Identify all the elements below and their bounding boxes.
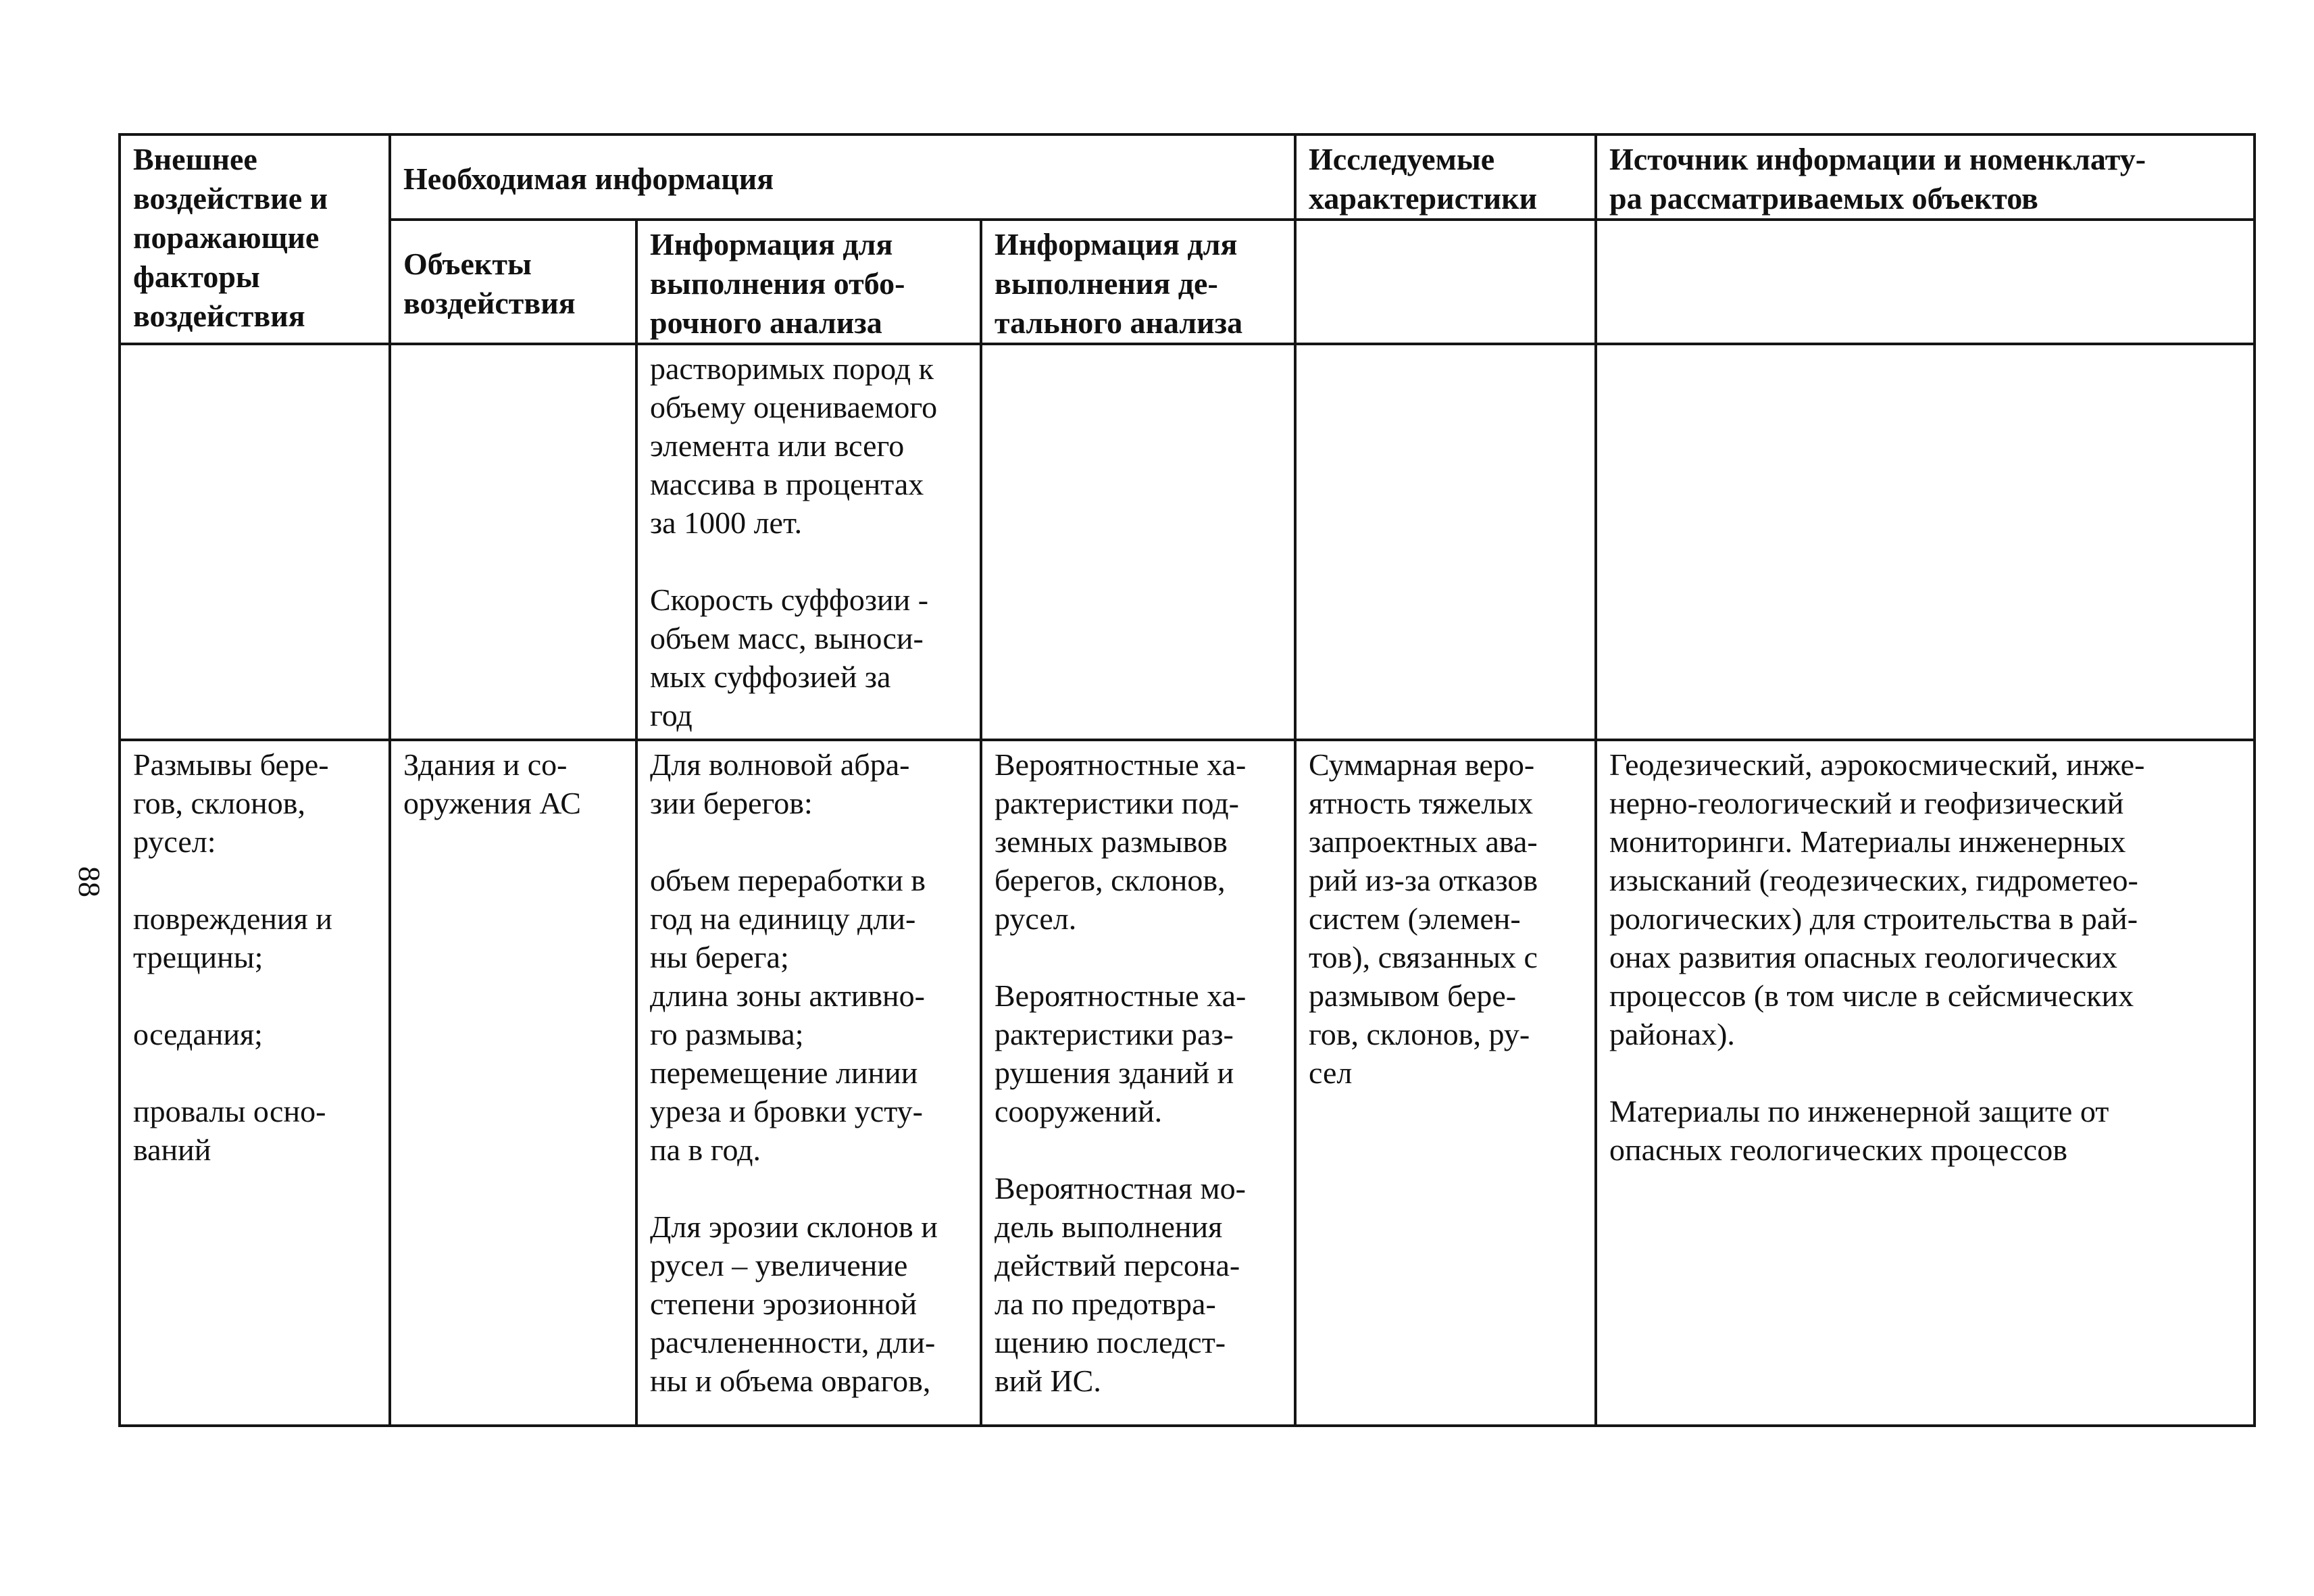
row2-impact: Размывы бере- гов, склонов, русел: повреждения и трещины; оседания; провалы осно- ваний — [120, 740, 390, 1426]
row2-screening: Для волновой абра- зии берегов: объем переработки в год на единицу дли- ны берега; длина зоны активно- го размыва; перемещение линии уреза и бровки усту- па в год. Для эрозии склонов и русел – увеличение степени эрозионной расчлененности, дли- ны и объема оврагов, — [636, 740, 981, 1426]
header-source-empty — [1596, 220, 2255, 344]
header-row-2 — [120, 220, 2255, 344]
row1-studied — [1295, 344, 1596, 740]
header-impact: Внешнее воздействие и поражающие факторы воздействия — [120, 134, 390, 344]
header-detailed: Информация для выполнения де- тального анализа — [981, 220, 1295, 344]
header-studied-empty — [1295, 220, 1596, 344]
row2-source: Геодезический, аэрокосмический, инже- нерно-геологический и геофизический мониторинги. Материалы инженерных изысканий (геодезических, гидрометео- рологических) для строительства в рай- онах развития опасных геологических процессов (в том числе в сейсмических районах). Материалы по инженерной защите от опасных геологических процессов — [1596, 740, 2255, 1426]
header-row-1 — [120, 134, 2255, 220]
row1-source — [1596, 344, 2255, 740]
requirements-table — [118, 133, 2256, 1427]
row2-studied: Суммарная веро- ятность тяжелых запроектных ава- рий из-за отказов систем (элемен- тов), связанных с размывом бере- гов, склонов, ру- сел — [1295, 740, 1596, 1426]
row2-objects: Здания и со- оружения АС — [390, 740, 636, 1426]
row1-detailed — [981, 344, 1295, 740]
row1-objects — [390, 344, 636, 740]
header-objects: Объекты воздействия — [390, 220, 636, 344]
table-row — [120, 344, 2255, 740]
row2-detailed: Вероятностные ха- рактеристики под- земных размывов берегов, склонов, русел. Вероятностные ха- рактеристики раз- рушения зданий и сооружений. Вероятностная мо- дель выполнения действий персона- ла по предотвра- щению последст- вий ИС. — [981, 740, 1295, 1426]
page-number: 88 — [72, 866, 107, 897]
row1-screening: растворимых пород к объему оцениваемого элемента или всего массива в процентах за 1000 лет. Скорость суффозии - объем масс, выноси- мых суффозией за год — [636, 344, 981, 740]
header-source: Источник информации и номенклату- ра рассматриваемых объектов — [1596, 134, 2255, 220]
table-row — [120, 740, 2255, 1426]
header-studied: Исследуемые характеристики — [1295, 134, 1596, 220]
header-screening: Информация для выполнения отбо- рочного анализа — [636, 220, 981, 344]
row1-impact — [120, 344, 390, 740]
header-needed-info: Необходимая информация — [390, 134, 1295, 220]
